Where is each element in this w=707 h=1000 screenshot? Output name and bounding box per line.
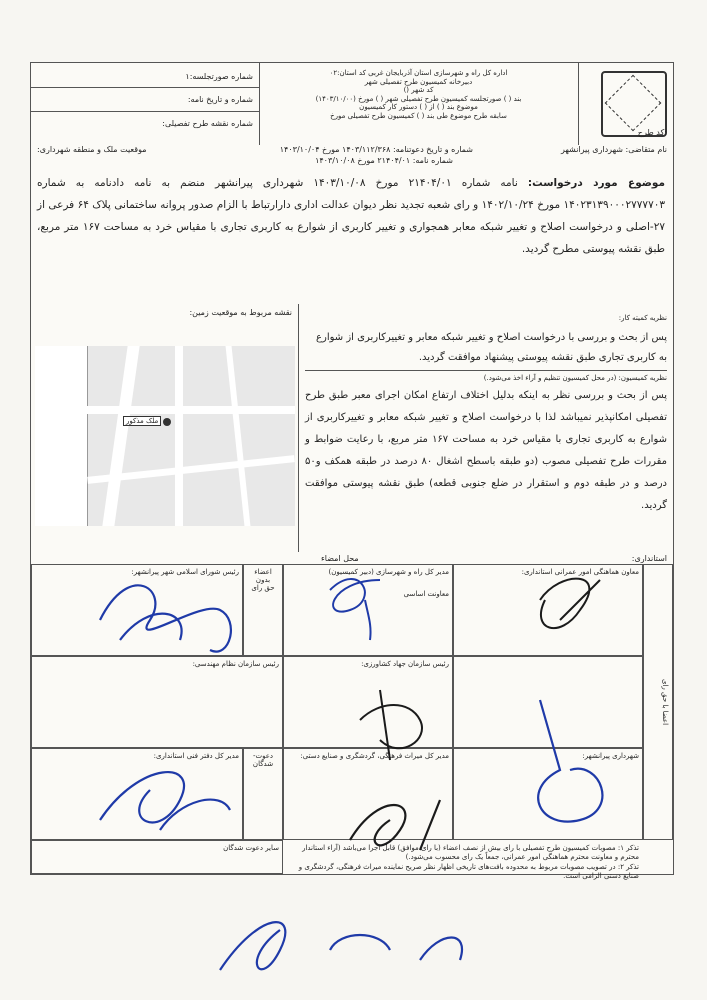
- header-line: سابقه طرح موضوع طی بند ( ) کمیسیون طرح تفصیلی مورخ: [330, 111, 507, 120]
- governor-label: استانداری:: [631, 554, 667, 563]
- cell-road-dg: مدیر کل راه و شهرسازی (دبیر کمیسیون) معاونت اساسی: [283, 564, 453, 656]
- session-number: شماره صورتجلسه:۱: [31, 66, 259, 88]
- work-committee-label: نظریه کمیته کار:: [618, 314, 667, 322]
- work-committee-text: پس از بحث و بررسی با درخواست اصلاح و تغییر شبکه معابر و تغییرکاربری از شوارع به کاربری تجاری طبق نقشه پیوستی پیشنهاد موافقت گردید.: [316, 332, 667, 363]
- signature-bottom: [220, 922, 462, 970]
- commission-label: نظریه کمیسیون: (در محل کمیسیون تنظیم و آراء اخذ می‌شود.): [483, 374, 667, 382]
- signature-section-title: محل امضاء: [321, 554, 359, 563]
- cell-gov-tech: مدیر کل دفتر فنی استانداری:: [31, 748, 243, 840]
- map-label: نقشه مربوط به موقعیت زمین:: [189, 308, 292, 317]
- detail-plan-map-number: شماره نقشه طرح تفصیلی:: [162, 119, 253, 128]
- property-location: موقعیت ملک و منطقه شهرداری:: [37, 145, 147, 154]
- letter-number-date: شماره و تاریخ نامه:: [31, 90, 259, 112]
- request-title: موضوع مورد درخواست:: [527, 177, 666, 189]
- cell-no-vote: اعضاء بدون حق رای: [243, 564, 283, 656]
- cell-members-with-vote: اعضا با حق رای: [643, 564, 673, 840]
- header-line: کد شهر (): [403, 86, 434, 95]
- header-line: بند ( ) صورتجلسه کمیسیون طرح تفصیلی شهر ( ) مورخ (۱۴۰۳/۱۰/۰۰): [315, 94, 522, 103]
- commission-text: پس از بحث و بررسی نظر به اینکه بدلیل اختلاف ارتفاع امکان اجرای معبر طبق طرح تفصیلی امکانپذیر نمیباشد لذا با درخواست اصلاح و تغییر شبکه معابر و تغییرکاربری از شوارع به کاربری تجاری با مقیاس خرد به مساحت ۱۶۷ متر مربع، با رعایت ضوابط و مقررات طرح تفصیلی مصوب (دو طبقه باسطح اشغال ۸۰ درصد در طبقه همکف و۵۰ درصد و در طبقه دوم و استقرار در ضلع جنوبی قطعه) طبق نقشه پیوستی موافقت گردید.: [305, 390, 667, 511]
- cell-heritage: مدیر کل میراث فرهنگی، گردشگری و صنایع دستی:: [283, 748, 453, 840]
- letter-number: شماره نامه: ۲۱۴۰۴/۰۱ مورخ ۱۴۰۳/۱۰/۰۸: [315, 156, 453, 165]
- signature-gov-tech: [100, 772, 230, 830]
- signature-heritage: [350, 800, 440, 850]
- applicant-name: نام متقاضی: شهرداری پیرانشهر: [560, 145, 667, 154]
- cell-council: رئیس شورای اسلامی شهر پیرانشهر:: [31, 564, 243, 656]
- header-line: موضوع بند ( ) از ( ) دستور کار کمیسیون: [359, 103, 478, 112]
- signature-road-dg: [330, 579, 380, 640]
- cell-municipality: شهرداری پیرانشهر:: [453, 748, 643, 840]
- cell-invited: دعوت- شدگان: [243, 748, 283, 840]
- signature-gov-deputy: [540, 579, 600, 628]
- footnote-1: تذکر ۱: مصوبات کمیسیون طرح تفصیلی با رای بیش از نصف اعضاء (با رای موافق) قابل اجرا می‌باشد (آراء استاندار محترم و معاونت محترم هماهنگی امور عمرانی، جمعاً یک رای محسوب می‌شود.): [302, 844, 639, 861]
- property-pin-label: ملک مذکور: [123, 416, 161, 426]
- signature-agri: [360, 690, 422, 760]
- cell-gov-deputy: معاون هماهنگی امور عمرانی استانداری:: [453, 564, 643, 656]
- signature-council: [100, 585, 231, 651]
- cell-others: سایر دعوت شدگان: [31, 840, 283, 874]
- plan-code: کد طرح:: [637, 128, 667, 137]
- header-line: اداره کل راه و شهرسازی استان آذربایجان غربی کد استان:۰۲: [329, 69, 508, 77]
- header-line: دبیرخانه کمیسیون طرح تفصیلی شهر: [364, 77, 473, 86]
- cell-agri: رئیس سازمان جهاد کشاورزی:: [283, 656, 453, 748]
- invitation-number: شماره و تاریخ دعوتنامه: ۱۴۰۳/۱۱۲/۳۶۸ مورخ ۱۴۰۳/۱۰/۰۴: [279, 145, 473, 154]
- request-text: نامه شماره ۲۱۴۰۴/۰۱ مورخ ۱۴۰۳/۱۰/۰۸ شهرداری پیرانشهر منضم به نامه دادنامه به شماره ۱۴۰۲۳۱۳۹۰۰۰۲۷۷۷۷۰۳ مورخ ۱۴۰۲/۱۰/۲۴ و رای شعبه تجدید نظر دیوان عدالت اداری دارارتباط با الزام صدور پروانه ساختمانی پلاک ۶۴ فرعی از ۲۷-اصلی و درخواست اصلاح و تغییر شبکه معابر همجواری و تغییر کاربری از شوارع به کاربری تجاری با مقیاس خرد به مساحت ۱۶۷ متر مربع، طبق نقشه پیوستی مطرح گردید.: [37, 177, 665, 255]
- signature-municipality: [538, 700, 602, 822]
- cell-engineers: رئیس سازمان نظام مهندسی:: [31, 656, 283, 748]
- footnote-2: تذکر ۲: در تصویب مصوبات مربوط به محدوده بافت‌های تاریخی اظهار نظر صریح نماینده میراث فرهنگی، گردشگری و صنایع دستی الزامی است.: [298, 863, 639, 880]
